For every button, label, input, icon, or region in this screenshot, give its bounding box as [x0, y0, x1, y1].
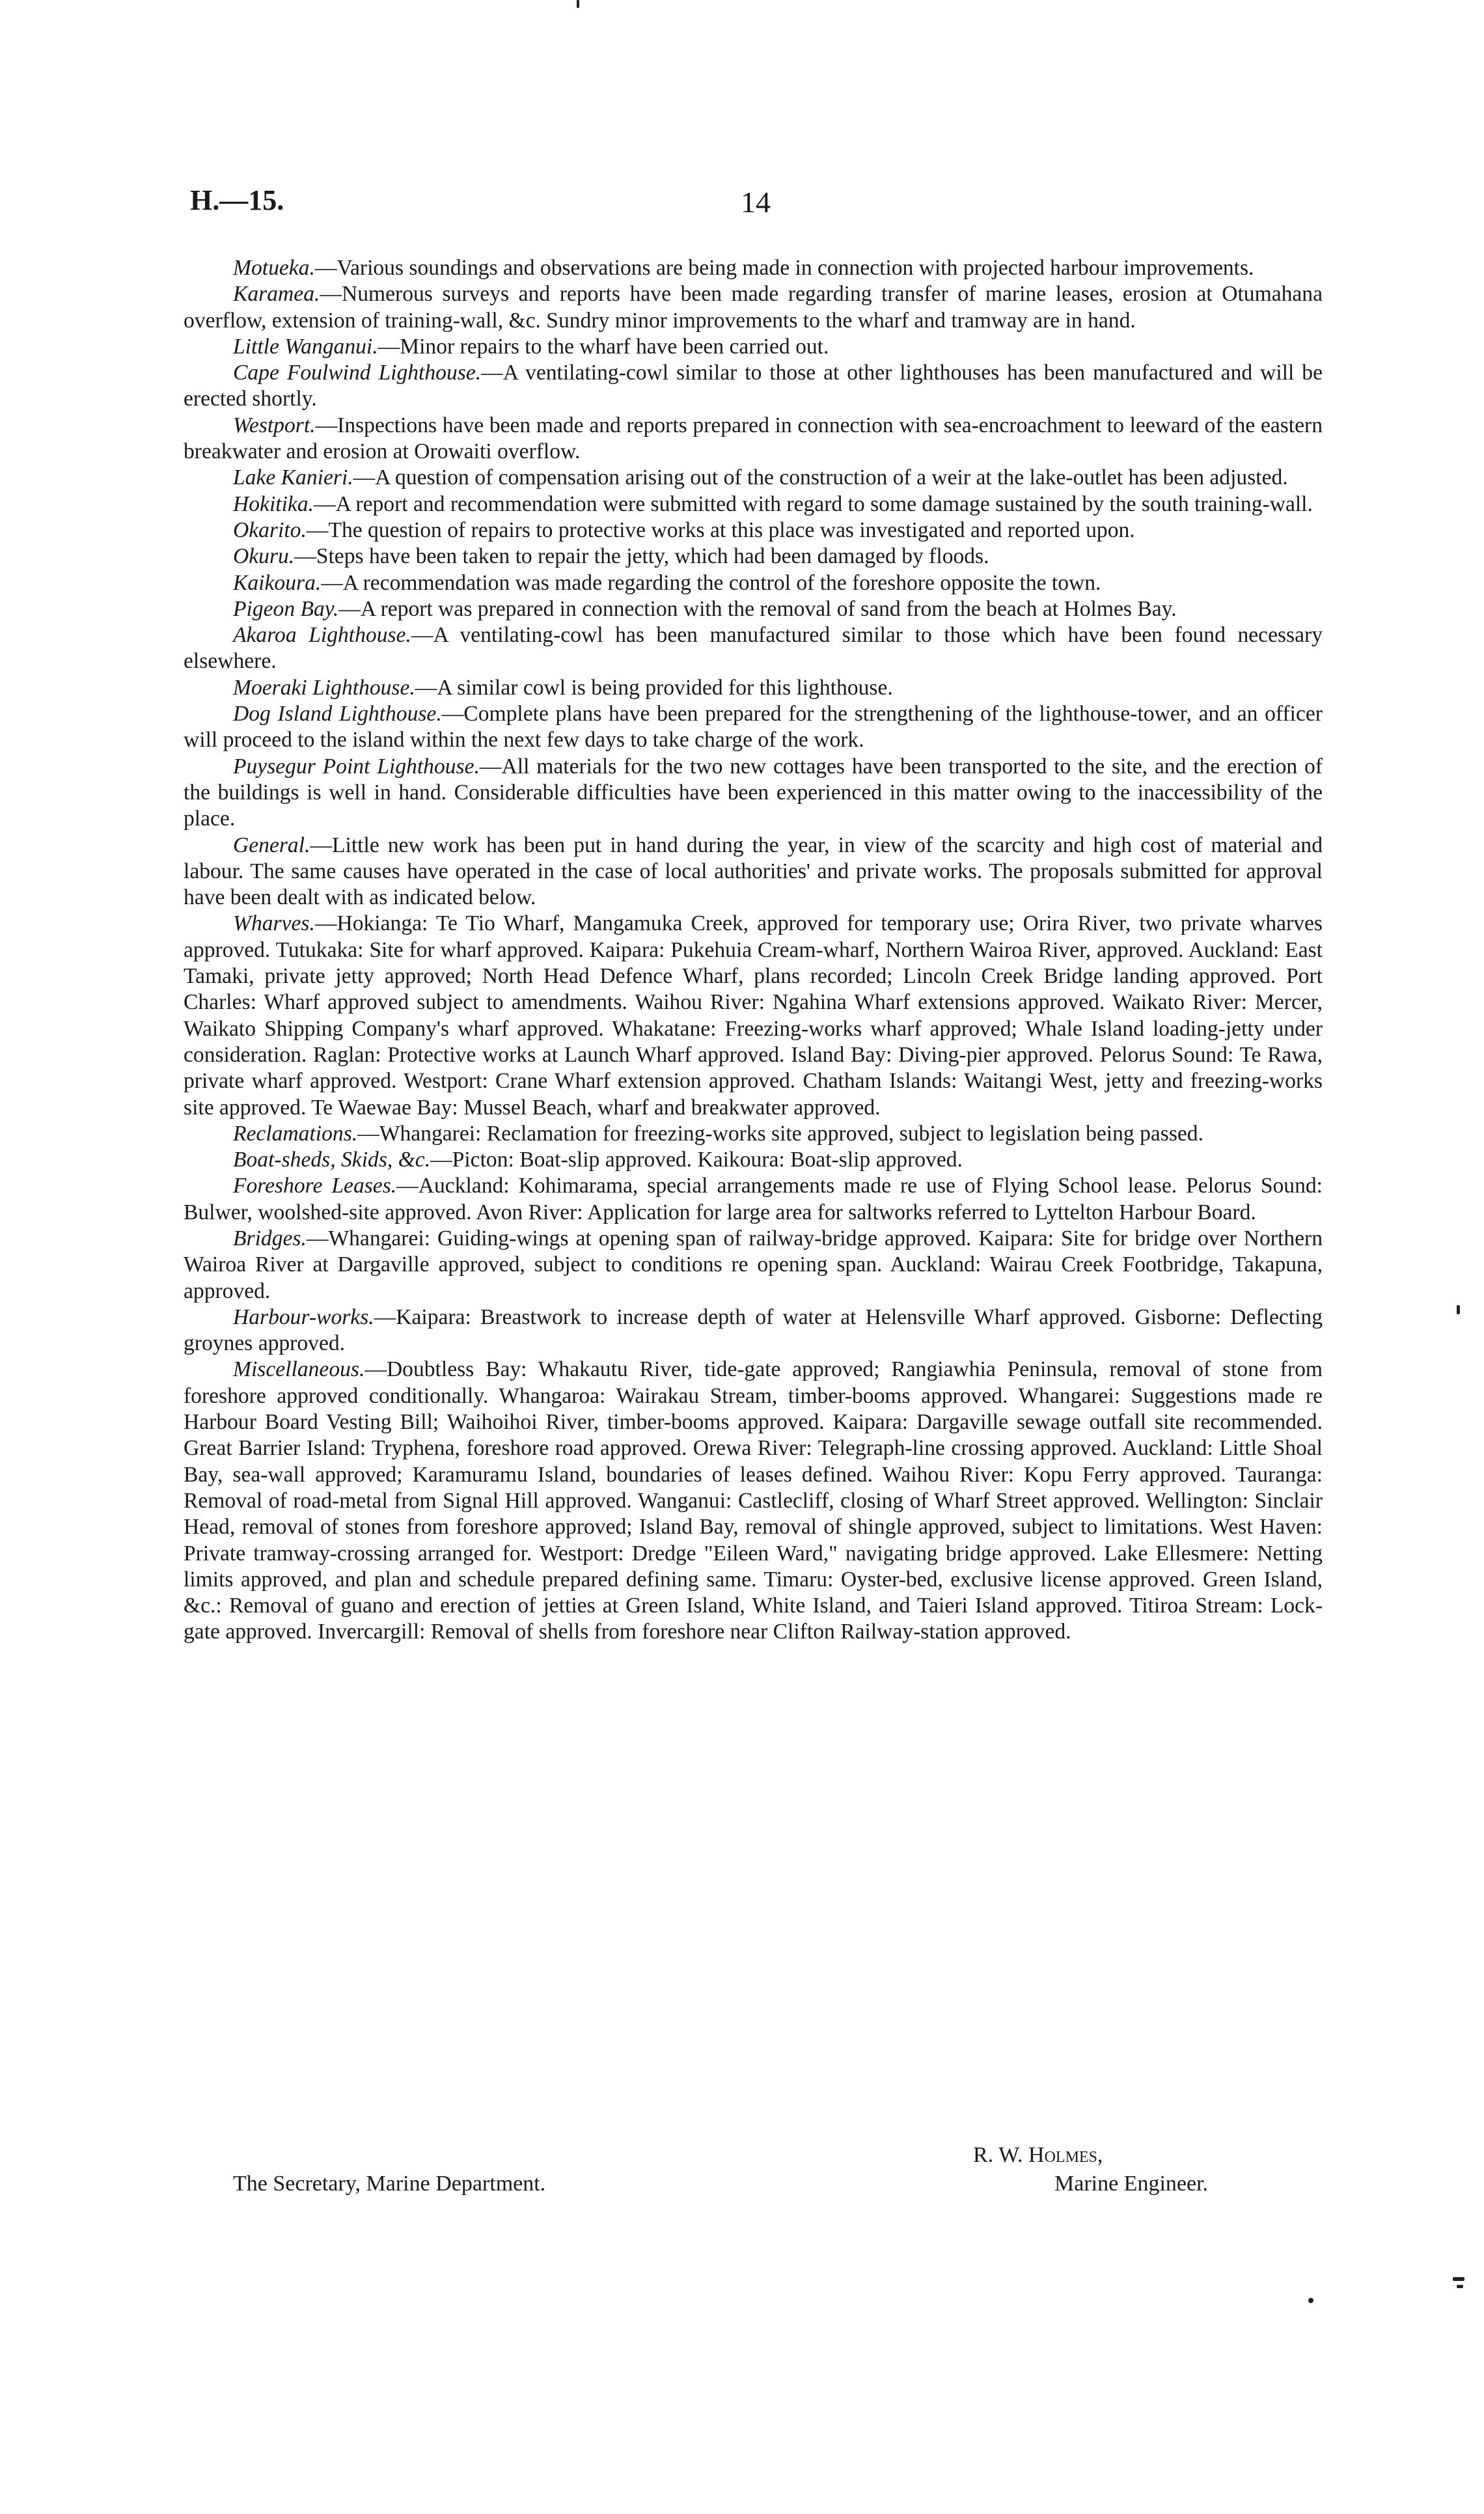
paragraph-text: —A ventilating-cowl similar to those at other lighthouses has been manufactured and will be erected shortly.	[184, 361, 1323, 411]
paragraph-moeraki-lighthouse	[184, 675, 1323, 701]
signatory-name: R. W. Holmes,	[973, 2143, 1103, 2167]
paragraph-text: —Whangarei: Guiding-wings at opening span of railway-bridge approved. Kaipara: Site for bridge over Northern Wairoa River at Dargaville approved, subject to conditions re opening span. Auckland: Wairau Creek Footbridge, Takapuna, approved.	[184, 1226, 1323, 1303]
paragraph-text: —Whangarei: Reclamation for freezing-works site approved, subject to legislation being passed.	[357, 1121, 1203, 1146]
paragraph-text: —Auckland: Kohimarama, special arrangements made re use of Flying School lease. Pelorus Sound: Bulwer, woolshed-site approved. Avon River: Application for large area for saltworks referred to Lyttelton Harbour Board.	[184, 1174, 1323, 1224]
paragraph-text: —Inspections have been made and reports prepared in connection with sea-encroachment to leeward of the eastern breakwater and erosion at Orowaiti overflow.	[184, 413, 1323, 464]
page-number: 14	[741, 186, 771, 219]
paragraph-karamea	[184, 281, 1323, 334]
paragraph-text: —Steps have been taken to repair the jetty, which had been damaged by floods.	[294, 544, 989, 569]
paragraph-heading: Okuru.	[233, 544, 295, 569]
paragraph-heading: Akaroa Lighthouse.	[233, 623, 411, 648]
paragraph-heading: Motueka.	[233, 256, 315, 280]
paragraph-heading: Little Wanganui.	[233, 334, 378, 359]
paragraph-kaikoura	[184, 570, 1323, 596]
page-reference: H.—15.	[190, 184, 284, 216]
paragraph-heading: Miscellaneous.	[233, 1357, 365, 1382]
paragraph-westport	[184, 413, 1323, 465]
paragraph-dog-island-lighthouse	[184, 701, 1323, 754]
paragraph-wharves	[184, 911, 1323, 1120]
print-speck	[1457, 1305, 1460, 1314]
report-body	[184, 255, 1323, 1646]
print-speck	[1457, 2285, 1463, 2288]
paragraph-heading: Lake Kanieri.	[233, 465, 353, 490]
paragraph-akaroa-lighthouse	[184, 622, 1323, 675]
paragraph-text: —Various soundings and observations are being made in connection with projected harbour improvements.	[314, 256, 1254, 280]
paragraph-boat-sheds	[184, 1147, 1323, 1173]
paragraph-harbour-works	[184, 1305, 1323, 1357]
paragraph-heading: Westport.	[233, 413, 316, 437]
addressee: The Secretary, Marine Department.	[233, 2172, 546, 2196]
paragraph-puysegur-point-lighthouse	[184, 754, 1323, 833]
paragraph-little-wanganui	[184, 334, 1323, 360]
paragraph-hokitika	[184, 491, 1323, 518]
paragraph-heading: Karamea.	[233, 282, 320, 307]
paragraph-cape-foulwind	[184, 360, 1323, 413]
paragraph-motueka	[184, 255, 1323, 281]
paragraph-text: —A report and recommendation were submitted with regard to some damage sustained by the south training-wall.	[314, 491, 1313, 516]
paragraph-text: —Hokianga: Te Tio Wharf, Mangamuka Creek, approved for temporary use; Orira River, two private wharves approved. Tutukaka: Site for wharf approved. Kaipara: Pukehuia Cream-wharf, Northern Wairoa River, approved. Auckland: East Tamaki, private jetty approved; North Head Defence Wharf, plans recorded; Lincoln Creek Bridge landing approved. Port Charles: Wharf approved subject to amendments. Waihou River: Ngahina Wharf extensions approved. Waikato River: Mercer, Waikato Shipping Company's wharf approved. Whakatane: Freezing-works wharf approved; Whale Island loading-jetty under consideration. Raglan: Protective works at Launch Wharf approved. Island Bay: Diving-pier approved. Pelorus Sound: Te Rawa, private wharf approved. Westport: Crane Wharf extension approved. Chatham Islands: Waitangi West, jetty and freezing-works site approved. Te Waewae Bay: Mussel Beach, wharf and breakwater approved.	[184, 911, 1323, 1120]
paragraph-heading: Foreshore Leases.	[233, 1174, 397, 1198]
paragraph-text: —Little new work has been put in hand during the year, in view of the scarcity and high cost of material and labour. The same causes have operated in the case of local authorities' and private works. The proposals submitted for approval have been dealt with as indicated below.	[184, 833, 1323, 910]
paragraph-heading: Boat-sheds, Skids, &c.	[233, 1148, 431, 1172]
paragraph-text: —Doubtless Bay: Whakautu River, tide-gate approved; Rangiawhia Peninsula, removal of stone from foreshore approved conditionally. Whangaroa: Wairakau Stream, timber-booms approved. Whangarei: Suggestions made re Harbour Board Vesting Bill; Waihoihoi River, timber-booms approved. Kaipara: Dargaville sewage outfall site recommended. Great Barrier Island: Tryphena, foreshore road approved. Orewa River: Telegraph-line crossing approved. Auckland: Little Shoal Bay, sea-wall approved; Karamuramu Island, boundaries of leases defined. Waihou River: Kopu Ferry approved. Tauranga: Removal of road-metal from Signal Hill approved. Wanganui: Castlecliff, closing of Wharf Street approved. Wellington: Sinclair Head, removal of stones from foreshore approved; Island Bay, removal of shingle approved, subject to limitations. West Haven: Private tramway-crossing arranged for. Westport: Dredge "Eileen Ward," navigating bridge approved. Lake Ellesmere: Netting limits approved, and plan and schedule prepared defining same. Timaru: Oyster-bed, exclusive license approved. Green Island, &c.: Removal of guano and erection of jetties at Green Island, White Island, and Taieri Island approved. Titiroa Stream: Lock-gate approved. Invercargill: Removal of shells from foreshore near Clifton Railway-station approved.	[184, 1357, 1323, 1644]
paragraph-text: —Complete plans have been prepared for the strengthening of the lighthouse-tower, and an officer will proceed to the island within the next few days to take charge of the work.	[184, 702, 1323, 753]
paragraph-text: —Kaipara: Breastwork to increase depth of water at Helensville Wharf approved. Gisborne: Deflecting groynes approved.	[184, 1305, 1323, 1356]
paragraph-text: —A recommendation was made regarding the control of the foreshore opposite the town.	[321, 570, 1101, 595]
paragraph-text: —The question of repairs to protective works at this place was investigated and reported upon.	[306, 518, 1135, 542]
paragraph-heading: Hokitika.	[233, 491, 314, 516]
paragraph-heading: Dog Island Lighthouse.	[233, 702, 442, 726]
paragraph-okarito	[184, 518, 1323, 544]
paragraph-okuru	[184, 544, 1323, 570]
paragraph-general	[184, 833, 1323, 911]
paragraph-text: —A report was prepared in connection with the removal of sand from the beach at Holmes Bay.	[338, 596, 1177, 621]
paragraph-heading: Harbour-works.	[233, 1305, 374, 1329]
paragraph-text: —A question of compensation arising out of the construction of a weir at the lake-outlet has been adjusted.	[353, 465, 1288, 490]
paragraph-lake-kanieri	[184, 465, 1323, 491]
paragraph-bridges	[184, 1226, 1323, 1305]
paragraph-reclamations	[184, 1121, 1323, 1147]
paragraph-heading: General.	[233, 833, 310, 857]
signatory-title: Marine Engineer.	[1054, 2172, 1209, 2196]
paragraph-heading: Puysegur Point Lighthouse.	[233, 754, 480, 779]
paragraph-heading: Moeraki Lighthouse.	[233, 675, 415, 700]
paragraph-heading: Cape Foulwind Lighthouse.	[233, 361, 482, 385]
paragraph-text: —All materials for the two new cottages have been transported to the site, and the erection of the buildings is well in hand. Considerable difficulties have been experienced in this matter owing to the inaccessibility of the place.	[184, 754, 1323, 831]
print-speck	[1453, 2277, 1464, 2281]
paragraph-heading: Pigeon Bay.	[233, 596, 339, 621]
paragraph-heading: Reclamations.	[233, 1121, 358, 1146]
paragraph-miscellaneous	[184, 1357, 1323, 1645]
paragraph-text: —Picton: Boat-slip approved. Kaikoura: Boat-slip approved.	[430, 1148, 963, 1172]
paragraph-text: —Minor repairs to the wharf have been carried out.	[378, 334, 829, 359]
paragraph-heading: Bridges.	[233, 1226, 307, 1250]
paragraph-heading: Wharves.	[233, 911, 315, 936]
paragraph-text: —A ventilating-cowl has been manufactured similar to those which have been found necessary elsewhere.	[184, 623, 1323, 674]
paragraph-heading: Kaikoura.	[233, 570, 322, 595]
paragraph-heading: Okarito.	[233, 518, 307, 542]
paragraph-text: —Numerous surveys and reports have been made regarding transfer of marine leases, erosion at Otumahana overflow, extension of training-wall, &c. Sundry minor improvements to the wharf and tramway are in hand.	[184, 282, 1323, 333]
paragraph-text: —A similar cowl is being provided for this lighthouse.	[415, 675, 893, 700]
print-speck	[577, 0, 579, 8]
paragraph-foreshore-leases	[184, 1173, 1323, 1226]
print-speck	[1308, 2298, 1313, 2303]
paragraph-pigeon-bay	[184, 596, 1323, 622]
